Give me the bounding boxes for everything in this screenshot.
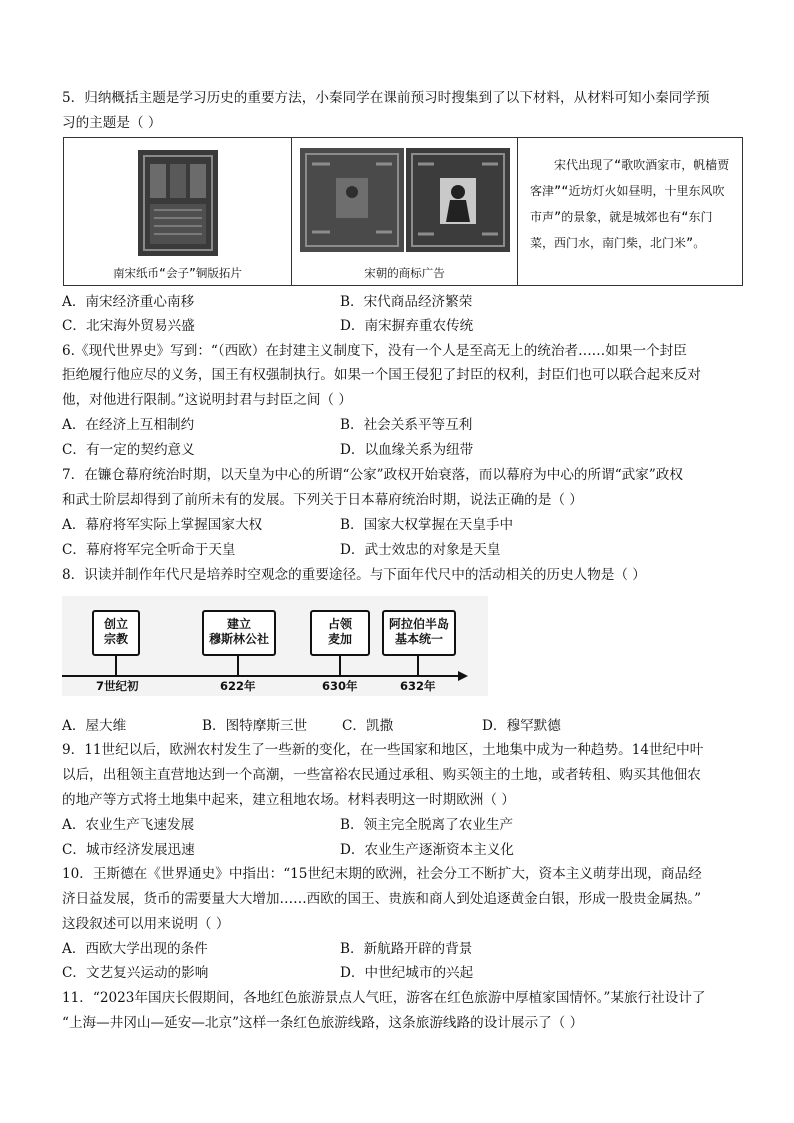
q9-line1: 9．11世纪以后，欧洲农村发生了一些新的变化，在一些国家和地区，土地集中成为一种趋势。14世纪中叶 [62,742,704,758]
q8-option-b: B．图特摩斯三世 [202,718,308,734]
q10-line2: 济日益发展，货币的需要量大大增加……西欧的国王、贵族和商人到处追逐黄金白银，形成一股贵金属热。” [62,891,702,907]
q9-option-c: C．城市经济发展迅速 [62,842,195,858]
timeline-event-label-line2: 基本统一 [394,632,443,646]
q5-stem-line1: 5．归纳概括主题是学习历史的重要方法，小秦同学在课前预习时搜集到了以下材料，从材料可知小秦同学预 [62,90,710,106]
q10-option-c: C．文艺复兴运动的影响 [62,965,209,981]
q5-material-cell-text [518,138,744,285]
q7-option-a: A．幕府将军实际上掌握国家大权 [62,517,263,533]
q11-line2: “上海—井冈山—延安—北京”这样一条红色旅游线路，这条旅游线路的设计展示了（ ） [62,1015,584,1031]
q5-material-text: 宋代出现了“歌吹酒家市，帆樯贾客津”“近坊灯火如昼明，十里东风吹市声”的景象，就是城郊也有“东门菜，西门水，南门柴，北门米”。 [530,158,730,250]
timeline-event-label-line1: 阿拉伯半岛 [388,617,449,631]
q8-timeline [62,596,488,696]
q6-option-c: C．有一定的契约意义 [62,442,195,458]
banknote-rubbing-image [136,148,220,258]
timeline-event-occupy-mecca [310,610,370,656]
q9-option-a: A．农业生产飞速发展 [62,817,195,833]
q5-option-d: D．南宋摒弃重农传统 [340,318,474,334]
q7-line1: 7．在镰仓幕府统治时期，以天皇为中心的所谓“公家”政权开始衰落，而以幕府为中心的所谓“武家”政权 [62,467,683,483]
q8-option-c: C．凯撒 [342,718,394,734]
timeline-event-unify-arabia [382,610,456,656]
timeline-event-label-line1: 占领 [327,617,352,631]
timeline-date-622: 622年 [220,679,256,693]
timeline-date-630: 630年 [322,679,358,693]
q5-option-b: B．宋代商品经济繁荣 [340,294,473,310]
q6-option-d: D．以血缘关系为纽带 [340,442,474,458]
q9-option-b: B．领主完全脱离了农业生产 [340,817,514,833]
timeline-event-label-line1: 建立 [226,617,251,631]
q10-option-b: B．新航路开辟的背景 [340,941,473,957]
q6-line1: 6.《现代世界史》写到：“（西欧）在封建主义制度下，没有一个人是至高无上的统治者……如果一个封臣 [62,343,687,359]
q10-line3: 这段叙述可以用来说明（ ） [62,916,230,932]
q9-line2: 以后，出租领主直营地达到一个高潮，一些富裕农民通过承租、购买领主的土地，或者转租、购买其他佃农 [62,767,701,783]
timeline-event-muslim-commune [202,610,276,656]
q10-option-d: D．中世纪城市的兴起 [340,965,474,981]
song-trademark-ad-image [300,148,510,252]
q6-option-b: B．社会关系平等互利 [340,417,473,433]
q5-caption-ad: 宋朝的商标广告 [364,266,445,280]
q10-option-a: A．西欧大学出现的条件 [62,941,208,957]
q5-material-cell-banknote [64,138,292,285]
timeline-event-label-line1: 创立 [103,617,128,631]
q8-line1: 8．识读并制作年代尺是培养时空观念的重要途径。与下面年代尺中的活动相关的历史人物是（ ） [62,567,646,583]
q5-stem-line2: 习的主题是（ ） [62,115,162,131]
q7-option-c: C．幕府将军完全听命于天皇 [62,542,236,558]
q7-option-d: D．武士效忠的对象是天皇 [340,542,501,558]
q8-option-a: A．屋大维 [62,718,127,734]
q6-line3: 他，对他进行限制。”这说明封君与封臣之间（ ） [62,392,352,408]
timeline-event-label-line2: 麦加 [327,632,352,646]
q5-caption-banknote: 南宋纸币“会子”铜版拓片 [113,266,242,280]
timeline-event-label-line2: 穆斯林公社 [208,632,269,646]
q6-option-a: A．在经济上互相制约 [62,417,195,433]
q5-option-a: A．南宋经济重心南移 [62,294,195,310]
q10-line1: 10．王斯德在《世界通史》中指出：“15世纪末期的欧洲，社会分工不断扩大，资本主义萌芽出现，商品经 [62,866,702,882]
q9-line3: 的地产等方式将土地集中起来，建立租地农场。材料表明这一时期欧洲（ ） [62,792,515,808]
q11-line1: 11．“2023年国庆长假期间，各地红色旅游景点人气旺，游客在红色旅游中厚植家国情怀。”某旅行社设计了 [62,990,706,1006]
timeline-date-7th-century: 7世纪初 [96,679,139,693]
q6-line2: 拒绝履行他应尽的义务，国王有权强制执行。如果一个国王侵犯了封臣的权利，封臣们也可以联合起来反对 [62,367,701,383]
q5-option-c: C．北宋海外贸易兴盛 [62,318,195,334]
q5-material-table [63,137,743,286]
q8-option-d: D．穆罕默德 [482,718,561,734]
timeline-event-found-religion [92,610,140,656]
q9-option-d: D．农业生产逐渐资本主义化 [340,842,515,858]
q5-material-cell-ad [292,138,518,285]
q7-line2: 和武士阶层却得到了前所未有的发展。下列关于日本幕府统治时期，说法正确的是（ ） [62,492,583,508]
timeline-date-632: 632年 [400,679,436,693]
q7-option-b: B．国家大权掌握在天皇手中 [340,517,514,533]
timeline-event-label-line2: 宗教 [103,632,128,646]
